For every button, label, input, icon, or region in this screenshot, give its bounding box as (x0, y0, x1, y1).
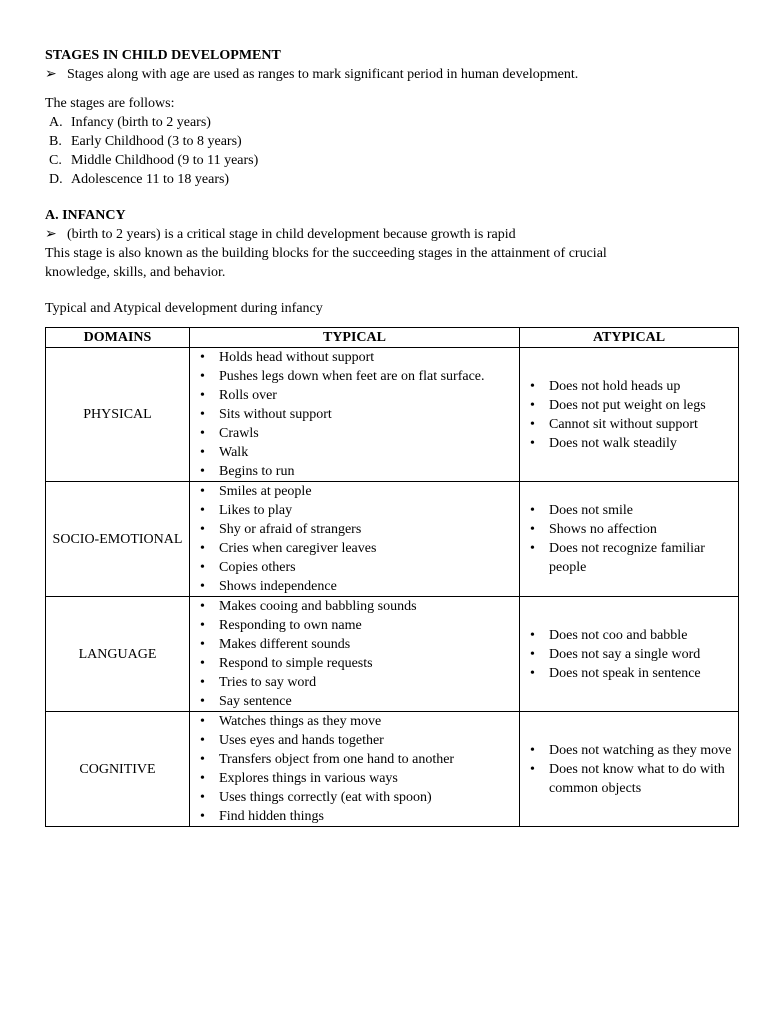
bullet-dot-icon: • (200, 579, 205, 594)
bullet-dot-icon: • (530, 503, 535, 518)
typical-list (196, 482, 517, 596)
list-item (526, 501, 736, 520)
bullet-dot-icon: • (200, 522, 205, 537)
list-item (196, 367, 517, 386)
list-item-text: Rolls over (219, 388, 277, 403)
bullet-dot-icon: • (200, 369, 205, 384)
bullet-dot-icon: • (200, 790, 205, 805)
list-marker: D. (49, 172, 63, 187)
atypical-cell (520, 348, 739, 482)
stages-lead: The stages are follows: (45, 96, 175, 111)
list-item-text: Makes different sounds (219, 637, 351, 652)
list-item-text: Copies others (219, 560, 296, 575)
list-item-text: Does not walk steadily (549, 435, 677, 451)
section-bullet (45, 225, 738, 244)
list-item (196, 520, 517, 539)
list-item (196, 424, 517, 443)
bullet-dot-icon: • (200, 637, 205, 652)
list-item (45, 151, 738, 170)
bullet-dot-icon: • (200, 733, 205, 748)
section-heading: A. INFANCY (45, 208, 126, 223)
intro-bullet (45, 65, 738, 84)
typical-cell (190, 482, 520, 597)
list-item-text: Uses eyes and hands together (219, 733, 384, 748)
typical-cell (190, 348, 520, 482)
intro-bullet-text: Stages along with age are used as ranges to mark significant period in human development. (67, 67, 579, 82)
typical-list (196, 348, 517, 481)
bullet-dot-icon: • (200, 560, 205, 575)
spacer (45, 189, 738, 206)
bullet-dot-icon: • (530, 397, 535, 413)
list-item (526, 645, 736, 664)
list-item-text: Holds head without support (219, 350, 375, 365)
typical-list (196, 597, 517, 711)
list-item (526, 415, 736, 434)
list-item (196, 769, 517, 788)
table-row (46, 712, 739, 827)
list-item (196, 788, 517, 807)
list-item-text: Explores things in various ways (219, 771, 398, 786)
list-item (526, 741, 736, 760)
bullet-dot-icon: • (530, 416, 535, 432)
atypical-list (526, 741, 736, 798)
section-bullet-text: (birth to 2 years) is a critical stage in child development because growth is rapid (67, 227, 516, 242)
list-item (526, 520, 736, 539)
list-item-text: Likes to play (219, 503, 293, 518)
list-item-text: Find hidden things (219, 809, 325, 824)
list-item (196, 501, 517, 520)
bullet-dot-icon: • (530, 742, 535, 758)
list-item-text: Respond to simple requests (219, 656, 373, 671)
list-item-text: Say sentence (219, 694, 292, 709)
bullet-dot-icon: • (200, 503, 205, 518)
list-item-text: Cannot sit without support (549, 416, 698, 432)
typical-list (196, 712, 517, 826)
list-item (196, 539, 517, 558)
section-paragraph: This stage is also known as the building blocks for the succeeding stages in the attainment of crucial knowledge, skills, and behavior. (45, 246, 607, 280)
table-row (46, 597, 739, 712)
list-item (196, 750, 517, 769)
list-item (526, 396, 736, 415)
list-item (196, 405, 517, 424)
bullet-dot-icon: • (530, 646, 535, 662)
list-item-text: Does not speak in sentence (549, 665, 701, 681)
bullet-dot-icon: • (530, 378, 535, 394)
list-item-text: Adolescence 11 to 18 years) (71, 172, 230, 187)
list-item-text: Uses things correctly (eat with spoon) (219, 790, 432, 805)
list-item (196, 482, 517, 501)
bullet-dot-icon: • (200, 714, 205, 729)
table-body (46, 348, 739, 827)
table-header-row (46, 328, 739, 348)
bullet-dot-icon: • (200, 618, 205, 633)
bullet-dot-icon: • (200, 675, 205, 690)
list-item-text: Shows independence (219, 579, 337, 594)
arrowhead-bullet-icon: ➢ (45, 227, 57, 242)
list-item (196, 616, 517, 635)
list-item (196, 673, 517, 692)
document-title: STAGES IN CHILD DEVELOPMENT (45, 48, 281, 63)
list-item (196, 443, 517, 462)
bullet-dot-icon: • (200, 388, 205, 403)
domain-cell: COGNITIVE (46, 712, 190, 827)
bullet-dot-icon: • (200, 464, 205, 479)
list-item-text: Crawls (219, 426, 259, 441)
domain-cell: LANGUAGE (46, 597, 190, 712)
bullet-dot-icon: • (530, 665, 535, 681)
list-item-text: Middle Childhood (9 to 11 years) (71, 153, 259, 168)
atypical-cell (520, 597, 739, 712)
list-item-text: Does not coo and babble (549, 627, 688, 643)
list-item-text: Sits without support (219, 407, 332, 422)
list-item-text: Infancy (birth to 2 years) (71, 115, 211, 130)
table-row (46, 348, 739, 482)
list-item (526, 626, 736, 645)
list-item-text: Does not hold heads up (549, 378, 681, 394)
spacer (45, 84, 738, 94)
list-item (196, 654, 517, 673)
list-item-text: Responding to own name (219, 618, 362, 633)
bullet-dot-icon: • (200, 350, 205, 365)
list-item-text: Cries when caregiver leaves (219, 541, 377, 556)
bullet-dot-icon: • (200, 752, 205, 767)
bullet-dot-icon: • (200, 656, 205, 671)
list-item-text: Transfers object from one hand to another (219, 752, 455, 767)
column-header-atypical: ATYPICAL (520, 328, 739, 348)
list-item (196, 712, 517, 731)
list-item (196, 731, 517, 750)
list-item (45, 132, 738, 151)
list-item (526, 539, 736, 577)
atypical-cell (520, 712, 739, 827)
list-item (196, 577, 517, 596)
list-item (196, 558, 517, 577)
list-marker: C. (49, 153, 62, 168)
list-item (526, 434, 736, 453)
bullet-dot-icon: • (200, 484, 205, 499)
bullet-dot-icon: • (530, 541, 535, 556)
spacer (45, 282, 738, 299)
list-item (196, 692, 517, 711)
list-item (526, 377, 736, 396)
list-item-text: Shows no affection (549, 522, 657, 537)
list-item-text: Walk (219, 445, 249, 460)
table-caption: Typical and Atypical development during infancy (45, 301, 323, 316)
stages-list (45, 113, 738, 189)
list-item-text: Begins to run (219, 464, 295, 479)
typical-cell (190, 597, 520, 712)
list-item (45, 113, 738, 132)
list-item-text: Does not say a single word (549, 646, 701, 662)
list-item-text: Does not recognize familiar people (549, 541, 705, 575)
bullet-dot-icon: • (200, 407, 205, 422)
domain-cell: SOCIO-EMOTIONAL (46, 482, 190, 597)
atypical-list (526, 626, 736, 683)
bullet-dot-icon: • (200, 694, 205, 709)
typical-cell (190, 712, 520, 827)
document-page (45, 46, 738, 827)
bullet-dot-icon: • (530, 435, 535, 451)
arrowhead-bullet-icon: ➢ (45, 67, 57, 82)
bullet-dot-icon: • (200, 541, 205, 556)
column-header-domains: DOMAINS (46, 328, 190, 348)
domain-cell: PHYSICAL (46, 348, 190, 482)
list-item (526, 664, 736, 683)
list-item (196, 807, 517, 826)
list-marker: B. (49, 134, 62, 149)
bullet-dot-icon: • (200, 771, 205, 786)
list-item-text: Smiles at people (219, 484, 312, 499)
bullet-dot-icon: • (200, 445, 205, 460)
atypical-list (526, 377, 736, 453)
list-item (196, 597, 517, 616)
list-item (196, 348, 517, 367)
list-item-text: Makes cooing and babbling sounds (219, 599, 417, 614)
list-item-text: Pushes legs down when feet are on flat surface. (219, 369, 485, 384)
list-item (196, 386, 517, 405)
bullet-dot-icon: • (530, 522, 535, 537)
bullet-dot-icon: • (200, 599, 205, 614)
list-item (196, 462, 517, 481)
list-item-text: Watches things as they move (219, 714, 382, 729)
list-item-text: Does not put weight on legs (549, 397, 706, 413)
list-item (45, 170, 738, 189)
list-item (196, 635, 517, 654)
list-marker: A. (49, 115, 63, 130)
development-table (45, 327, 739, 827)
table-row (46, 482, 739, 597)
atypical-cell (520, 482, 739, 597)
bullet-dot-icon: • (530, 627, 535, 643)
atypical-list (526, 501, 736, 577)
list-item-text: Tries to say word (219, 675, 317, 690)
column-header-typical: TYPICAL (190, 328, 520, 348)
list-item-text: Does not know what to do with common objects (549, 761, 725, 796)
bullet-dot-icon: • (200, 426, 205, 441)
list-item-text: Does not smile (549, 503, 633, 518)
bullet-dot-icon: • (530, 761, 535, 777)
list-item-text: Shy or afraid of strangers (219, 522, 362, 537)
list-item (526, 760, 736, 798)
bullet-dot-icon: • (200, 809, 205, 824)
list-item-text: Early Childhood (3 to 8 years) (71, 134, 242, 149)
list-item-text: Does not watching as they move (549, 742, 732, 758)
